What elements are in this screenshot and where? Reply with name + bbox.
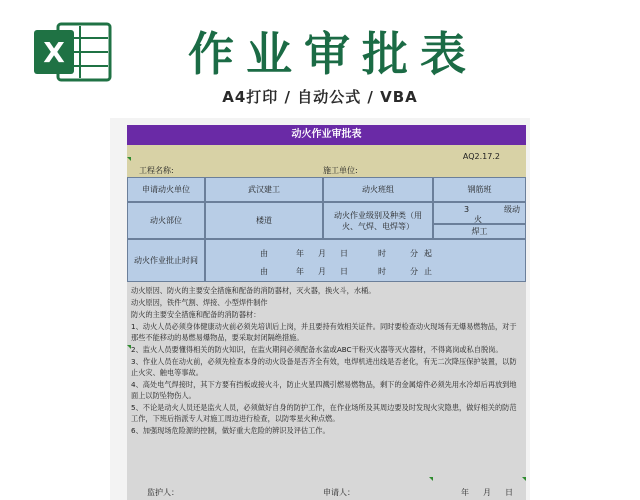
svg-text:X: X bbox=[43, 36, 65, 69]
from-minute: 分 bbox=[410, 249, 418, 258]
applicant-unit-value[interactable]: 武汉建工 bbox=[205, 177, 323, 202]
from-day: 日 bbox=[340, 249, 348, 258]
form-title: 动火作业审批表 bbox=[127, 125, 526, 145]
paragraph: 6、加强现场危险源的控制，做好重大危险的辨识及评估工作。 bbox=[131, 426, 330, 435]
to-minute: 分 bbox=[410, 267, 418, 276]
fire-location-value[interactable]: 楼道 bbox=[205, 202, 323, 239]
comment-marker-icon bbox=[127, 345, 131, 349]
to-end: 止 bbox=[424, 267, 432, 276]
fire-type-value[interactable]: 焊工 bbox=[433, 224, 526, 239]
comment-marker-icon bbox=[522, 477, 526, 481]
paragraph: 2、监火人员要懂得相关的防火知识，在监火期间必须配备水盆或ABC干粉灭火器等灭火器材，不得离岗或私自脱岗。 bbox=[131, 345, 503, 354]
from-hour: 时 bbox=[378, 249, 386, 258]
comment-marker-icon bbox=[429, 477, 433, 481]
safety-measures-text[interactable] bbox=[127, 282, 526, 440]
to-you: 由 bbox=[260, 267, 268, 276]
paragraph: 动火原因、防火的主要安全措施和配备的消防器材，灭火器，换火斗，水桶。 bbox=[131, 286, 376, 295]
fire-team-label: 动火班组 bbox=[323, 177, 433, 202]
paragraph: 动火原因，铁件气割、焊接、小型焊件制作 bbox=[131, 298, 268, 307]
form-info-bar bbox=[127, 145, 526, 177]
from-start: 起 bbox=[424, 249, 432, 258]
form-code: AQ2.17.2 bbox=[462, 152, 500, 161]
fire-period-label: 动火作业批止时间 bbox=[127, 239, 205, 282]
applicant-unit-label: 申请动火单位 bbox=[127, 177, 205, 202]
date-month: 月 bbox=[483, 488, 491, 497]
date-year: 年 bbox=[461, 488, 469, 497]
page-title: 作业审批表 bbox=[188, 27, 478, 81]
to-hour: 时 bbox=[378, 267, 386, 276]
paragraph: 5、不论是动火人员还是监火人员，必须做好自身的防护工作，在作业场所及其周边要及时发现火灾隐患，做好相关的防范工作，下班后指派专人对施工周边进行检查，以防零星火种点燃。 bbox=[131, 403, 517, 423]
from-month: 月 bbox=[318, 249, 326, 258]
fire-period-value[interactable] bbox=[205, 239, 526, 282]
applicant-label[interactable]: 申请人： bbox=[323, 488, 355, 497]
date-day: 日 bbox=[505, 488, 513, 497]
paragraph: 1、动火人员必须身体健康动火前必须先培训后上岗，并且要持有效相关证件。同时要检查动火现场有无爆易燃物品，对于那些不能移动的易燃易爆物品，要采取封闭隔绝措施。 bbox=[131, 322, 517, 342]
fire-location-label: 动火部位 bbox=[127, 202, 205, 239]
page-subtitle: A4打印 / 自动公式 / VBA bbox=[222, 88, 418, 106]
fire-level-number: 3 bbox=[464, 205, 470, 214]
from-you: 由 bbox=[260, 249, 268, 258]
banner bbox=[0, 0, 640, 118]
paragraph: 4、高处电气焊接时，其下方要有挡板或接火斗，防止火星四溅引燃易燃物品，剩下的金属熔件必须先用水冷却后再放到地面上以防坠物伤人。 bbox=[131, 380, 517, 400]
approval-form bbox=[127, 125, 526, 500]
to-day: 日 bbox=[340, 267, 348, 276]
supervisor-label[interactable]: 监护人： bbox=[147, 488, 179, 497]
excel-logo-icon bbox=[30, 20, 114, 84]
comment-marker-icon bbox=[127, 157, 131, 161]
form-grid bbox=[127, 177, 526, 282]
fire-level-label: 动火作业级别及种类（用火、气焊、电焊等） bbox=[323, 202, 433, 239]
fire-level-fire: 火 bbox=[474, 215, 482, 224]
to-month: 月 bbox=[318, 267, 326, 276]
fire-team-value[interactable]: 钢筋班 bbox=[433, 177, 526, 202]
construction-unit-label[interactable]: 施工单位: bbox=[323, 166, 358, 175]
paragraph: 防火的主要安全措施和配备的消防器材： bbox=[131, 310, 261, 319]
project-name-label[interactable]: 工程名称: bbox=[139, 166, 174, 175]
from-year: 年 bbox=[296, 249, 304, 258]
fire-level-value[interactable] bbox=[433, 202, 526, 224]
to-year: 年 bbox=[296, 267, 304, 276]
fire-level-suffix: 级动 bbox=[504, 205, 520, 214]
paragraph: 3、作业人员在动火前，必须先检查本身的动火设备是否齐全有效，电焊机进出线是否老化，有无二次降压保护装置，以防止火灾、触电等事故。 bbox=[131, 357, 517, 377]
